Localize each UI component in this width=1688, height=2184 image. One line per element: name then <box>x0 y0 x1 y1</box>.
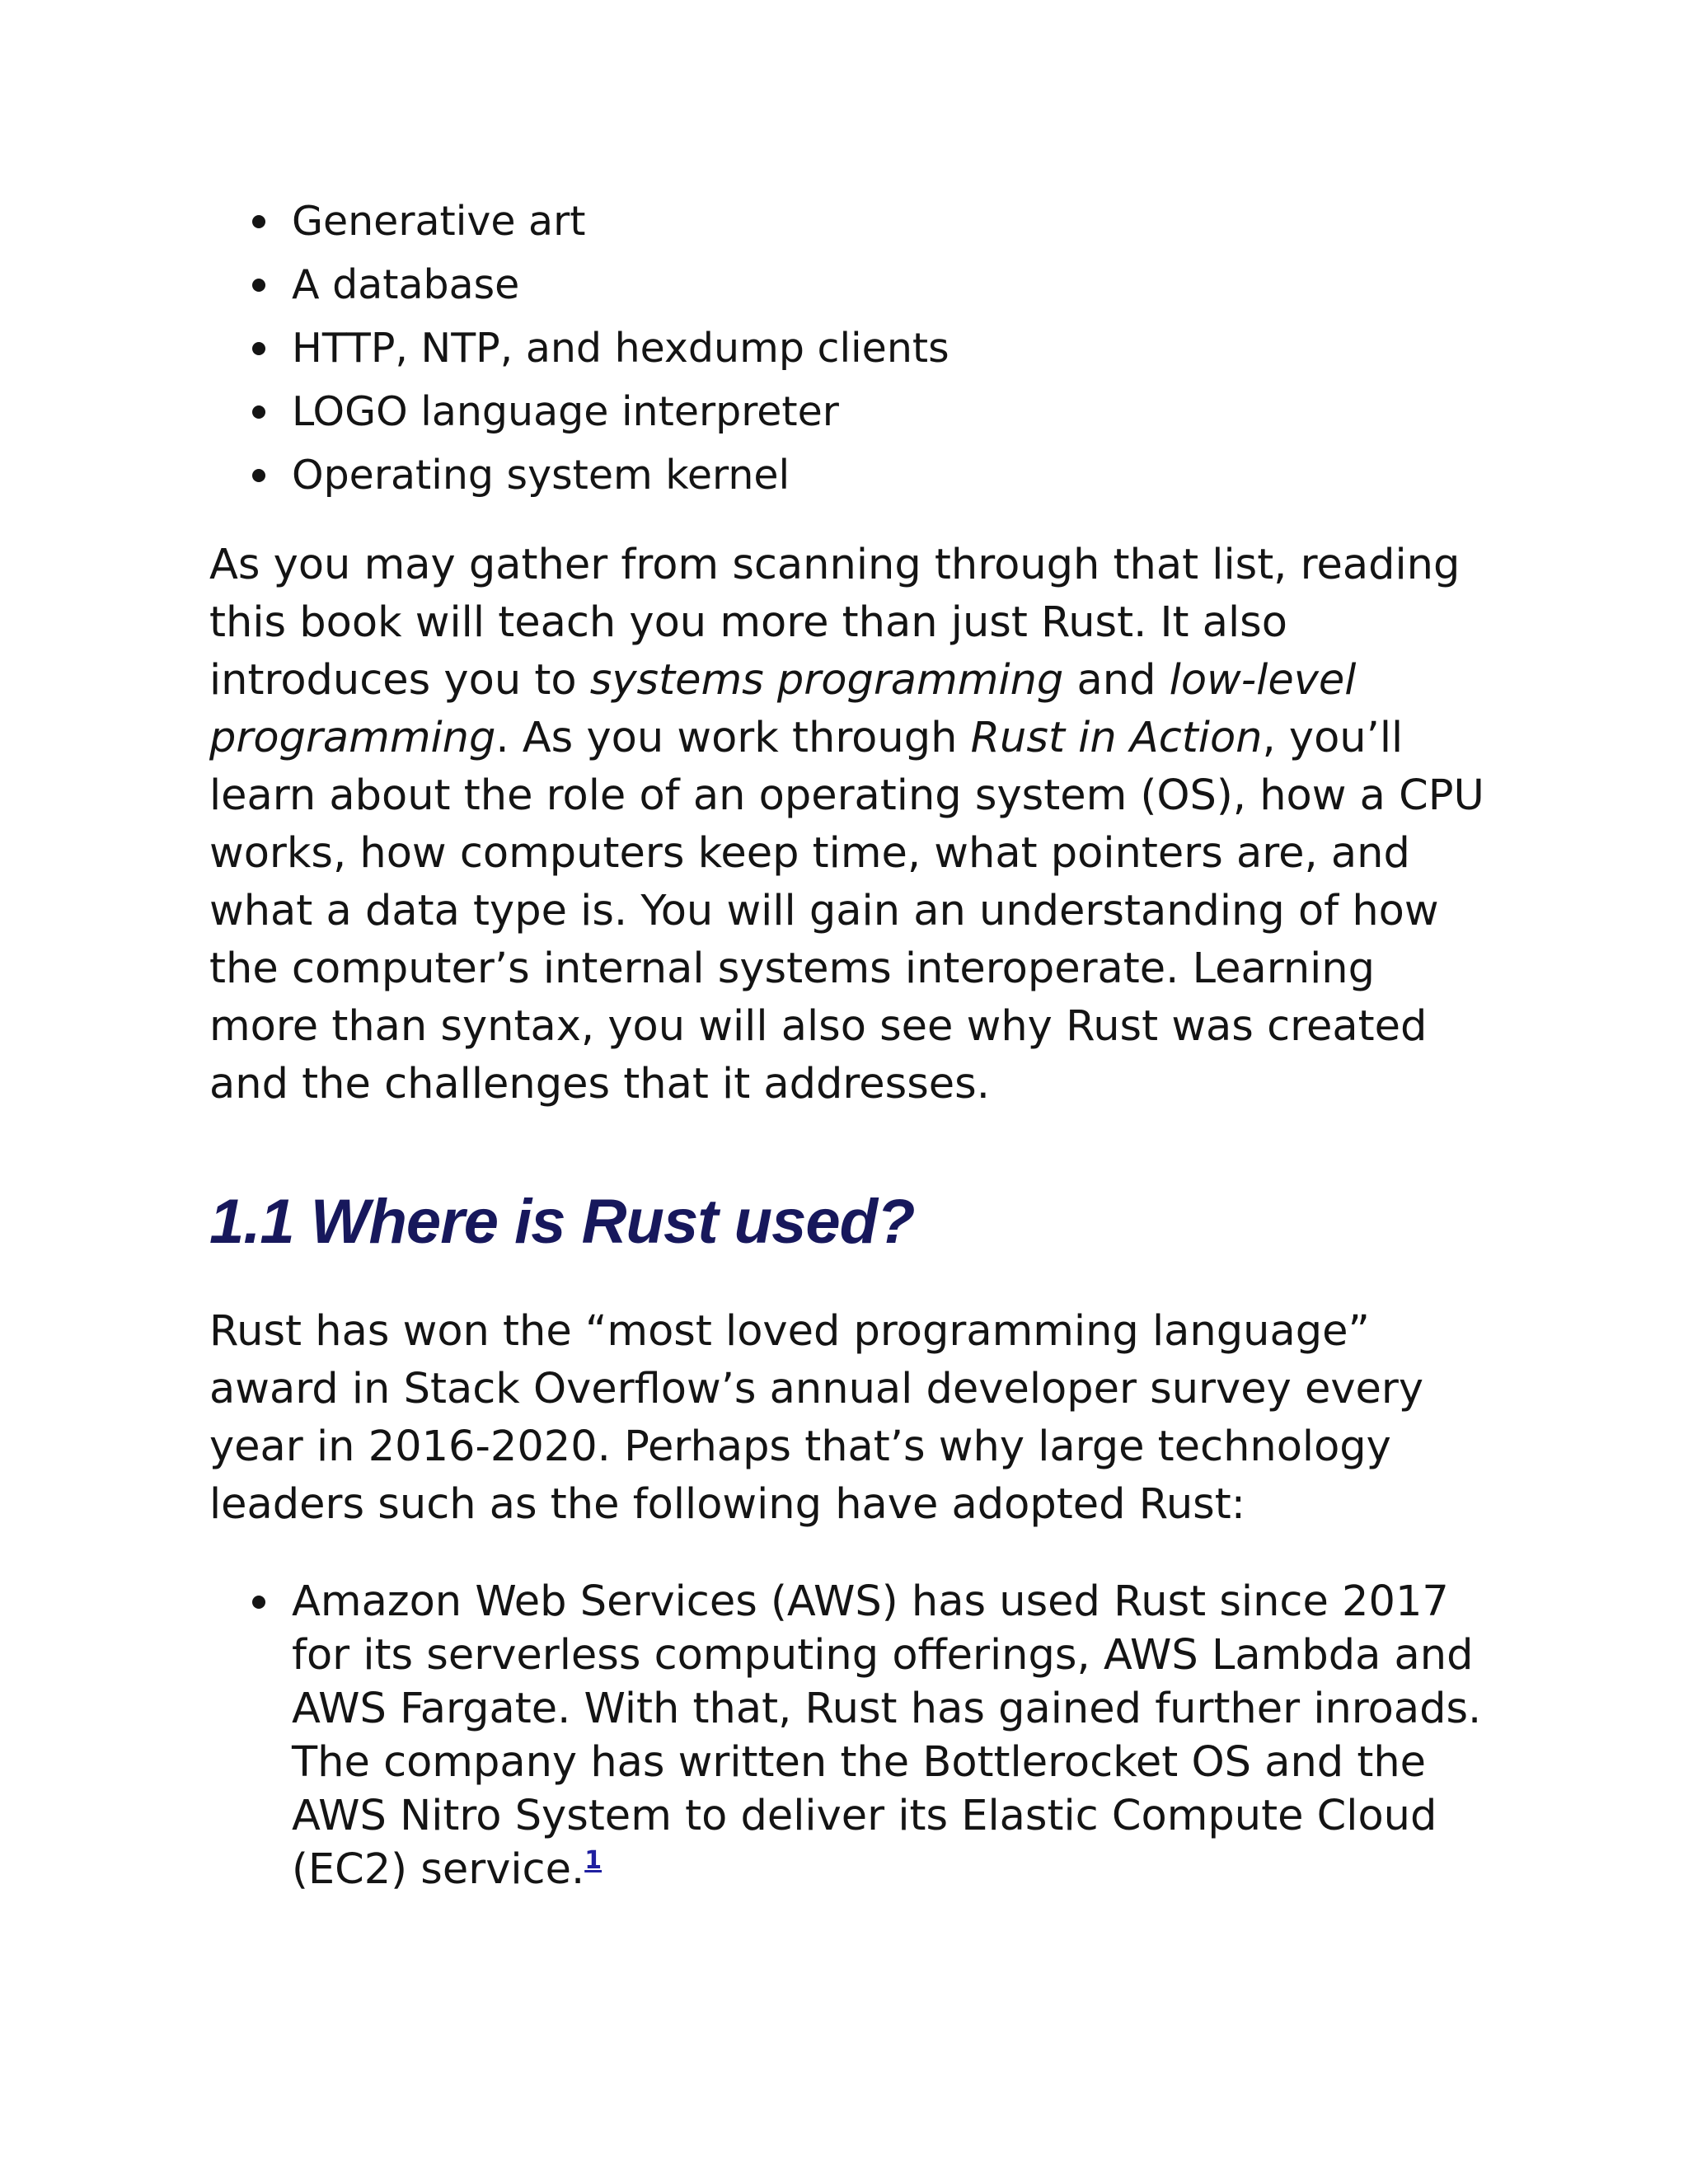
emphasis-systems-programming: systems programming <box>589 656 1064 705</box>
emphasis-low-level-programming: low-level programming <box>209 656 1357 762</box>
list-item: Generative art <box>209 190 1495 253</box>
section-paragraph: Rust has won the “most loved programming language” award in Stack Overflow’s annual developer survey every year in 2016-2020. Perhaps that’s why large technology leaders such as the following have adopted Rust: <box>209 1307 1424 1529</box>
paragraph-text: . As you work through <box>495 714 971 762</box>
list-item-text: Amazon Web Services (AWS) has used Rust since 2017 for its serverless computing offerings, AWS Lambda and AWS Fargate. With that, Rust has gained further inroads. The company has written the Bottlerocket OS and the AWS Nitro System to deliver its Elastic Compute Cloud (EC2) service. <box>292 1577 1482 1894</box>
list-item: LOGO language interpreter <box>209 380 1495 443</box>
paragraph-text: and <box>1063 656 1170 705</box>
project-list <box>209 190 1495 507</box>
list-item <box>209 1575 1495 1896</box>
section-heading: 1.1 Where is Rust used? <box>209 1187 915 1257</box>
paragraph-text: As you may gather from scanning through that list, reading this book will teach you more than just Rust. It also introduces you to <box>209 541 1461 705</box>
footnote-link[interactable]: 1 <box>584 1846 603 1875</box>
list-item: HTTP, NTP, and hexdump clients <box>209 316 1495 380</box>
list-item: Operating system kernel <box>209 443 1495 507</box>
emphasis-book-title: Rust in Action <box>970 714 1263 762</box>
intro-paragraph <box>209 537 1495 1113</box>
page-content <box>209 190 1495 1896</box>
adopters-list <box>209 1575 1495 1896</box>
paragraph-text: , you’ll learn about the role of an operating system (OS), how a CPU works, how computers keep time, what pointers are, and what a data type is. You will gain an understanding of how the computer’s internal systems interoperate. Learning more than syntax, you will also see why Rust was created and the challenges that it addresses. <box>209 714 1484 1108</box>
list-item: A database <box>209 253 1495 316</box>
